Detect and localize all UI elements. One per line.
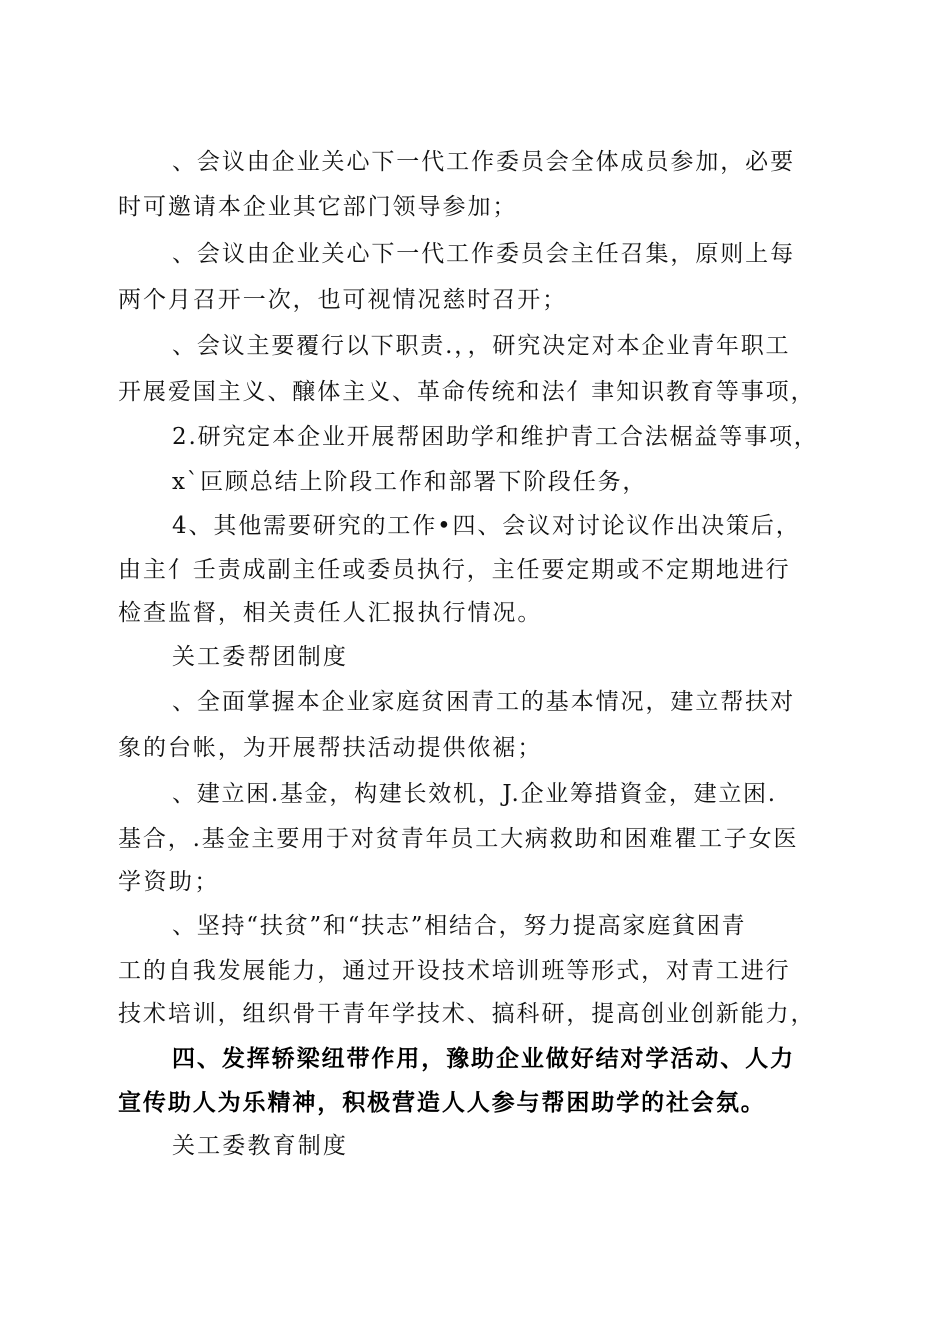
- text-line: 工的自我发展能力，通过开设技术培训班等形式，对青工进行: [118, 958, 791, 984]
- text-line: 检查监督，相关责任人汇报执行情况。: [118, 600, 543, 626]
- text-line: 开展爱国主义、醸体主义、革命传统和法亻聿知识教育等事项，: [118, 379, 816, 405]
- bold-text-line: 四、发挥轿梁纽带作用，豫助企业做好结对学活动、人力: [172, 1046, 795, 1072]
- text-line: 、会议由企业关心下一代工作委员会主任召集，原则上每: [172, 241, 795, 267]
- text-line: 象的台帐，为开展帮扶活动提供侬裾；: [118, 735, 543, 761]
- text-line: x`叵顾总结上阶段工作和部署下阶段任务，: [172, 469, 648, 495]
- text-line: 2.研究定本企业开展帮困助学和维护青工合法椐益等事项，: [172, 424, 819, 450]
- text-line: 4、其他需要研究的工作•四、会议对讨论议作出决策后，: [172, 513, 801, 539]
- text-line: 、坚持“扶贫”和“扶志”相结合，努力提高家庭貧困青: [172, 913, 747, 939]
- text-line: 、建立困.基金，构建长效机，J.企业筹措資金，建立困.: [172, 781, 777, 807]
- bold-text-line: 宣传助人为乐精神，积极营造人人参与帮困助学的社会氛。: [118, 1090, 766, 1116]
- text-line: 两个月召开一次，也可视情况慈时召开；: [118, 287, 568, 313]
- text-line: 、会议由企业关心下一代工作委员会全体成员参加，必要: [172, 149, 795, 175]
- text-line: 、全面掌握本企业家庭贫困青工的基本情况，建立帮扶对: [172, 689, 795, 715]
- text-line: 由主亻壬责成副主任或委员执行，主任要定期或不定期地进行: [118, 557, 791, 583]
- text-line: 时可邀请本企业其它部门领导参加；: [118, 194, 518, 220]
- section-heading: 关工委帮团制度: [172, 644, 349, 670]
- text-line: 技术培训，组织骨干青年学技术、搞科研，提高创业创新能力，: [118, 1001, 816, 1027]
- text-line: 基合，.基金主要用于对贫青年员工大病救助和困难瞿工子女医: [118, 826, 799, 852]
- text-line: 、会议主要覆行以下职责.，，研究决定对本企业青年职工: [172, 333, 791, 359]
- section-heading: 关工委教育制度: [172, 1133, 349, 1159]
- text-line: 学资助；: [118, 869, 220, 895]
